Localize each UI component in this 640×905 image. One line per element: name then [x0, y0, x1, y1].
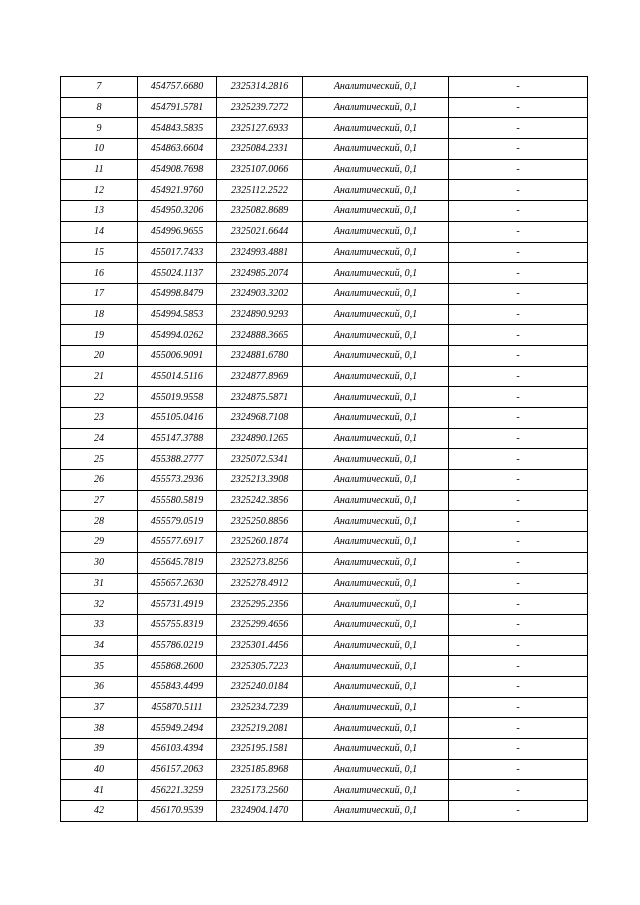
note-cell: - [449, 304, 588, 325]
note-cell: - [449, 780, 588, 801]
method-accuracy-cell: Аналитический, 0,1 [303, 242, 449, 263]
method-accuracy-cell: Аналитический, 0,1 [303, 801, 449, 822]
x-coordinate-cell: 454950.3206 [138, 201, 217, 222]
point-number-cell: 40 [61, 759, 138, 780]
table-row [61, 221, 588, 242]
x-coordinate-cell: 455388.2777 [138, 449, 217, 470]
note-cell: - [449, 759, 588, 780]
table-row [61, 366, 588, 387]
x-coordinate-cell: 454996.9655 [138, 221, 217, 242]
method-accuracy-cell: Аналитический, 0,1 [303, 387, 449, 408]
table-row [61, 697, 588, 718]
y-coordinate-cell: 2325260.1874 [217, 532, 303, 553]
method-accuracy-cell: Аналитический, 0,1 [303, 97, 449, 118]
point-number-cell: 21 [61, 366, 138, 387]
point-number-cell: 7 [61, 77, 138, 98]
x-coordinate-cell: 454791.5781 [138, 97, 217, 118]
note-cell: - [449, 635, 588, 656]
method-accuracy-cell: Аналитический, 0,1 [303, 304, 449, 325]
point-number-cell: 31 [61, 573, 138, 594]
point-number-cell: 14 [61, 221, 138, 242]
method-accuracy-cell: Аналитический, 0,1 [303, 345, 449, 366]
y-coordinate-cell: 2325239.7272 [217, 97, 303, 118]
x-coordinate-cell: 455105.0416 [138, 408, 217, 429]
x-coordinate-cell: 455006.9091 [138, 345, 217, 366]
point-number-cell: 23 [61, 408, 138, 429]
point-number-cell: 25 [61, 449, 138, 470]
x-coordinate-cell: 455019.9558 [138, 387, 217, 408]
table-row [61, 656, 588, 677]
method-accuracy-cell: Аналитический, 0,1 [303, 118, 449, 139]
method-accuracy-cell: Аналитический, 0,1 [303, 283, 449, 304]
point-number-cell: 29 [61, 532, 138, 553]
point-number-cell: 10 [61, 139, 138, 160]
x-coordinate-cell: 454757.6680 [138, 77, 217, 98]
x-coordinate-cell: 455870.5111 [138, 697, 217, 718]
point-number-cell: 20 [61, 345, 138, 366]
point-number-cell: 18 [61, 304, 138, 325]
table-row [61, 387, 588, 408]
table-row [61, 759, 588, 780]
point-number-cell: 41 [61, 780, 138, 801]
y-coordinate-cell: 2325173.2560 [217, 780, 303, 801]
table-row [61, 139, 588, 160]
note-cell: - [449, 139, 588, 160]
y-coordinate-cell: 2324890.1265 [217, 428, 303, 449]
y-coordinate-cell: 2325301.4456 [217, 635, 303, 656]
x-coordinate-cell: 455573.2936 [138, 470, 217, 491]
x-coordinate-cell: 455014.5116 [138, 366, 217, 387]
x-coordinate-cell: 455949.2494 [138, 718, 217, 739]
y-coordinate-cell: 2325242.3856 [217, 490, 303, 511]
point-number-cell: 16 [61, 263, 138, 284]
note-cell: - [449, 449, 588, 470]
y-coordinate-cell: 2324993.4881 [217, 242, 303, 263]
y-coordinate-cell: 2324904.1470 [217, 801, 303, 822]
method-accuracy-cell: Аналитический, 0,1 [303, 77, 449, 98]
x-coordinate-cell: 455786.0219 [138, 635, 217, 656]
point-number-cell: 24 [61, 428, 138, 449]
note-cell: - [449, 159, 588, 180]
method-accuracy-cell: Аналитический, 0,1 [303, 490, 449, 511]
x-coordinate-cell: 454998.8479 [138, 283, 217, 304]
y-coordinate-cell: 2324890.9293 [217, 304, 303, 325]
x-coordinate-cell: 454994.0262 [138, 325, 217, 346]
x-coordinate-cell: 456157.2063 [138, 759, 217, 780]
note-cell: - [449, 573, 588, 594]
x-coordinate-cell: 456170.9539 [138, 801, 217, 822]
x-coordinate-cell: 454863.6604 [138, 139, 217, 160]
y-coordinate-cell: 2325299.4656 [217, 614, 303, 635]
method-accuracy-cell: Аналитический, 0,1 [303, 201, 449, 222]
note-cell: - [449, 118, 588, 139]
point-number-cell: 26 [61, 470, 138, 491]
y-coordinate-cell: 2324888.3665 [217, 325, 303, 346]
note-cell: - [449, 470, 588, 491]
y-coordinate-cell: 2325195.1581 [217, 739, 303, 760]
y-coordinate-cell: 2325273.8256 [217, 552, 303, 573]
method-accuracy-cell: Аналитический, 0,1 [303, 573, 449, 594]
y-coordinate-cell: 2325250.8856 [217, 511, 303, 532]
note-cell: - [449, 201, 588, 222]
table-row [61, 180, 588, 201]
table-row [61, 511, 588, 532]
note-cell: - [449, 511, 588, 532]
point-number-cell: 17 [61, 283, 138, 304]
x-coordinate-cell: 455731.4919 [138, 594, 217, 615]
point-number-cell: 8 [61, 97, 138, 118]
method-accuracy-cell: Аналитический, 0,1 [303, 511, 449, 532]
table-row [61, 345, 588, 366]
table-row [61, 635, 588, 656]
x-coordinate-cell: 455868.2600 [138, 656, 217, 677]
x-coordinate-cell: 454994.5853 [138, 304, 217, 325]
note-cell: - [449, 428, 588, 449]
x-coordinate-cell: 455755.8319 [138, 614, 217, 635]
note-cell: - [449, 387, 588, 408]
table-row [61, 573, 588, 594]
method-accuracy-cell: Аналитический, 0,1 [303, 428, 449, 449]
note-cell: - [449, 614, 588, 635]
note-cell: - [449, 263, 588, 284]
method-accuracy-cell: Аналитический, 0,1 [303, 139, 449, 160]
point-number-cell: 38 [61, 718, 138, 739]
note-cell: - [449, 242, 588, 263]
point-number-cell: 34 [61, 635, 138, 656]
y-coordinate-cell: 2325219.2081 [217, 718, 303, 739]
x-coordinate-cell: 455024.1137 [138, 263, 217, 284]
x-coordinate-cell: 456103.4394 [138, 739, 217, 760]
note-cell: - [449, 739, 588, 760]
y-coordinate-cell: 2325213.3908 [217, 470, 303, 491]
method-accuracy-cell: Аналитический, 0,1 [303, 759, 449, 780]
note-cell: - [449, 676, 588, 697]
note-cell: - [449, 325, 588, 346]
table-row [61, 159, 588, 180]
note-cell: - [449, 697, 588, 718]
table-row [61, 739, 588, 760]
point-number-cell: 15 [61, 242, 138, 263]
y-coordinate-cell: 2325127.6933 [217, 118, 303, 139]
y-coordinate-cell: 2325305.7223 [217, 656, 303, 677]
coordinates-table [60, 76, 588, 822]
point-number-cell: 28 [61, 511, 138, 532]
y-coordinate-cell: 2325072.5341 [217, 449, 303, 470]
point-number-cell: 12 [61, 180, 138, 201]
method-accuracy-cell: Аналитический, 0,1 [303, 325, 449, 346]
coordinates-table-body [61, 77, 588, 822]
y-coordinate-cell: 2324877.8969 [217, 366, 303, 387]
point-number-cell: 11 [61, 159, 138, 180]
method-accuracy-cell: Аналитический, 0,1 [303, 614, 449, 635]
table-row [61, 263, 588, 284]
method-accuracy-cell: Аналитический, 0,1 [303, 470, 449, 491]
y-coordinate-cell: 2324875.5871 [217, 387, 303, 408]
table-row [61, 532, 588, 553]
y-coordinate-cell: 2324881.6780 [217, 345, 303, 366]
x-coordinate-cell: 456221.3259 [138, 780, 217, 801]
point-number-cell: 9 [61, 118, 138, 139]
table-row [61, 428, 588, 449]
table-row [61, 118, 588, 139]
point-number-cell: 32 [61, 594, 138, 615]
method-accuracy-cell: Аналитический, 0,1 [303, 594, 449, 615]
point-number-cell: 27 [61, 490, 138, 511]
y-coordinate-cell: 2325295.2356 [217, 594, 303, 615]
document-page [60, 76, 587, 822]
y-coordinate-cell: 2325314.2816 [217, 77, 303, 98]
point-number-cell: 13 [61, 201, 138, 222]
point-number-cell: 37 [61, 697, 138, 718]
point-number-cell: 22 [61, 387, 138, 408]
note-cell: - [449, 366, 588, 387]
y-coordinate-cell: 2325185.8968 [217, 759, 303, 780]
y-coordinate-cell: 2325278.4912 [217, 573, 303, 594]
method-accuracy-cell: Аналитический, 0,1 [303, 159, 449, 180]
table-row [61, 614, 588, 635]
method-accuracy-cell: Аналитический, 0,1 [303, 263, 449, 284]
note-cell: - [449, 801, 588, 822]
table-row [61, 97, 588, 118]
note-cell: - [449, 180, 588, 201]
note-cell: - [449, 221, 588, 242]
note-cell: - [449, 345, 588, 366]
table-row [61, 594, 588, 615]
point-number-cell: 39 [61, 739, 138, 760]
y-coordinate-cell: 2325084.2331 [217, 139, 303, 160]
x-coordinate-cell: 454843.5835 [138, 118, 217, 139]
method-accuracy-cell: Аналитический, 0,1 [303, 780, 449, 801]
method-accuracy-cell: Аналитический, 0,1 [303, 656, 449, 677]
note-cell: - [449, 408, 588, 429]
table-row [61, 780, 588, 801]
x-coordinate-cell: 455843.4499 [138, 676, 217, 697]
method-accuracy-cell: Аналитический, 0,1 [303, 180, 449, 201]
note-cell: - [449, 594, 588, 615]
x-coordinate-cell: 455017.7433 [138, 242, 217, 263]
x-coordinate-cell: 455657.2630 [138, 573, 217, 594]
method-accuracy-cell: Аналитический, 0,1 [303, 635, 449, 656]
x-coordinate-cell: 455580.5819 [138, 490, 217, 511]
method-accuracy-cell: Аналитический, 0,1 [303, 532, 449, 553]
x-coordinate-cell: 454908.7698 [138, 159, 217, 180]
y-coordinate-cell: 2325021.6644 [217, 221, 303, 242]
point-number-cell: 30 [61, 552, 138, 573]
point-number-cell: 35 [61, 656, 138, 677]
point-number-cell: 36 [61, 676, 138, 697]
y-coordinate-cell: 2325240.0184 [217, 676, 303, 697]
x-coordinate-cell: 455645.7819 [138, 552, 217, 573]
y-coordinate-cell: 2324968.7108 [217, 408, 303, 429]
x-coordinate-cell: 454921.9760 [138, 180, 217, 201]
y-coordinate-cell: 2324985.2074 [217, 263, 303, 284]
table-row [61, 201, 588, 222]
table-row [61, 470, 588, 491]
note-cell: - [449, 552, 588, 573]
table-row [61, 77, 588, 98]
y-coordinate-cell: 2325234.7239 [217, 697, 303, 718]
method-accuracy-cell: Аналитический, 0,1 [303, 221, 449, 242]
table-row [61, 408, 588, 429]
table-row [61, 304, 588, 325]
point-number-cell: 33 [61, 614, 138, 635]
x-coordinate-cell: 455579.0519 [138, 511, 217, 532]
table-row [61, 242, 588, 263]
note-cell: - [449, 656, 588, 677]
table-row [61, 676, 588, 697]
point-number-cell: 42 [61, 801, 138, 822]
note-cell: - [449, 97, 588, 118]
method-accuracy-cell: Аналитический, 0,1 [303, 449, 449, 470]
table-row [61, 325, 588, 346]
y-coordinate-cell: 2325082.8689 [217, 201, 303, 222]
y-coordinate-cell: 2324903.3202 [217, 283, 303, 304]
note-cell: - [449, 283, 588, 304]
y-coordinate-cell: 2325107.0066 [217, 159, 303, 180]
point-number-cell: 19 [61, 325, 138, 346]
method-accuracy-cell: Аналитический, 0,1 [303, 676, 449, 697]
method-accuracy-cell: Аналитический, 0,1 [303, 366, 449, 387]
table-row [61, 449, 588, 470]
table-row [61, 718, 588, 739]
note-cell: - [449, 77, 588, 98]
x-coordinate-cell: 455577.6917 [138, 532, 217, 553]
method-accuracy-cell: Аналитический, 0,1 [303, 739, 449, 760]
note-cell: - [449, 718, 588, 739]
y-coordinate-cell: 2325112.2522 [217, 180, 303, 201]
method-accuracy-cell: Аналитический, 0,1 [303, 697, 449, 718]
table-row [61, 490, 588, 511]
method-accuracy-cell: Аналитический, 0,1 [303, 718, 449, 739]
table-row [61, 283, 588, 304]
note-cell: - [449, 490, 588, 511]
table-row [61, 552, 588, 573]
table-row [61, 801, 588, 822]
x-coordinate-cell: 455147.3788 [138, 428, 217, 449]
method-accuracy-cell: Аналитический, 0,1 [303, 552, 449, 573]
method-accuracy-cell: Аналитический, 0,1 [303, 408, 449, 429]
note-cell: - [449, 532, 588, 553]
